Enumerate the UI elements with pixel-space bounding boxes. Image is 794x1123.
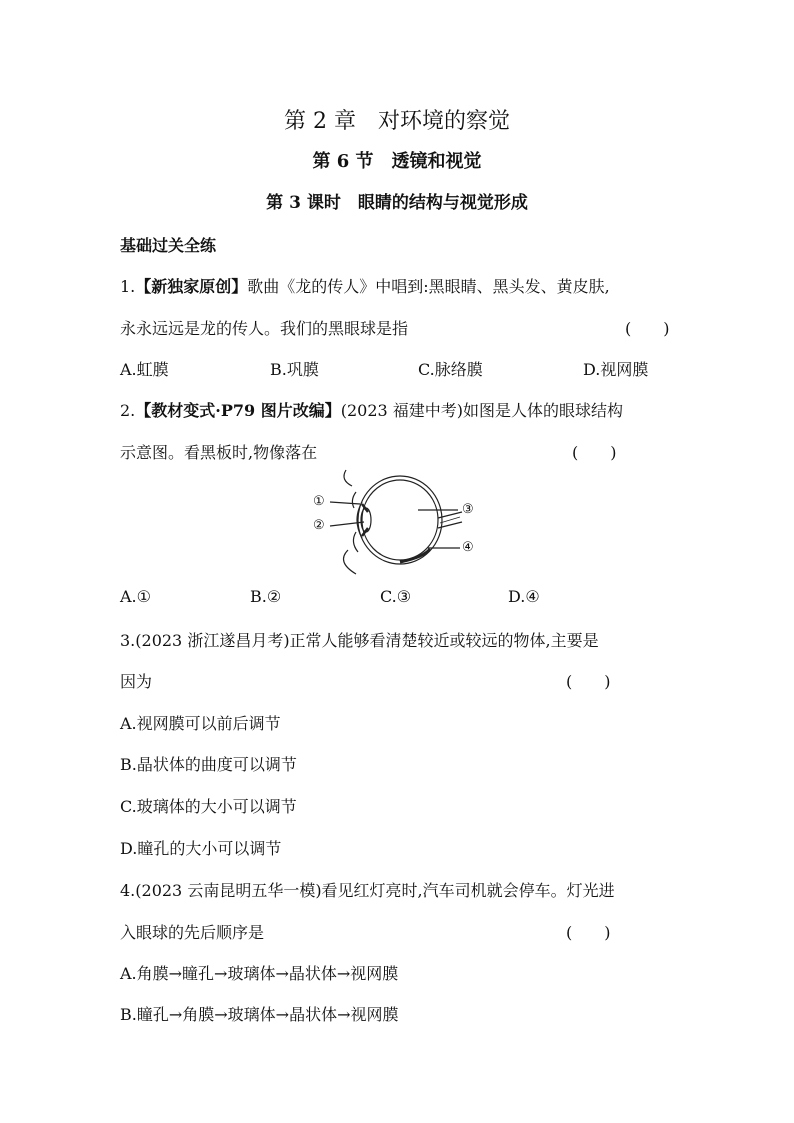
option-d: D.瞳孔的大小可以调节	[120, 839, 282, 858]
lower-eyelid	[344, 550, 357, 574]
question-number: 2.	[120, 401, 136, 420]
option-d: D.④	[508, 587, 540, 606]
option-b: B.晶状体的曲度可以调节	[120, 755, 297, 774]
option-c: C.③	[380, 587, 412, 606]
eyeball-diagram-svg	[300, 462, 500, 582]
option-c: C.脉络膜	[418, 360, 483, 379]
option-d: D.视网膜	[583, 360, 649, 379]
question-1-line-1	[120, 274, 610, 297]
option-a: A.角膜→瞳孔→玻璃体→晶状体→视网膜	[120, 964, 399, 983]
section-title: 第 6 节 透镜和视觉	[312, 151, 482, 172]
question-text: (2023 云南昆明五华一模)看见红灯亮时,汽车司机就会停车。灯光进	[135, 881, 615, 900]
answer-blank: ( )	[572, 443, 617, 462]
chapter-title: 第 2 章 对环境的察觉	[284, 109, 510, 134]
question-text: (2023 福建中考)如图是人体的眼球结构	[340, 401, 624, 420]
question-4-line-2: 入眼球的先后顺序是	[120, 923, 265, 942]
option-b: B.②	[250, 587, 282, 606]
question-1-line-2: 永永远远是龙的传人。我们的黑眼球是指	[120, 319, 409, 338]
option-a: A.视网膜可以前后调节	[120, 714, 281, 733]
answer-blank: ( )	[566, 923, 611, 942]
question-3-line-2: 因为	[120, 672, 153, 691]
question-text: (2023 浙江遂昌月考)正常人能够看清楚较近或较远的物体,主要是	[135, 631, 599, 650]
question-text: 歌曲《龙的传人》中唱到:黑眼睛、黑头发、黄皮肤,	[247, 277, 610, 296]
option-a: A.①	[120, 587, 151, 606]
label-1: ①	[313, 494, 325, 509]
question-tag: 【新独家原创】	[135, 277, 248, 296]
upper-eyelid	[344, 470, 352, 486]
option-c: C.玻璃体的大小可以调节	[120, 797, 297, 816]
question-3-line-1	[120, 628, 599, 651]
option-a: A.虹膜	[120, 360, 169, 379]
question-number: 4.	[120, 881, 136, 900]
eyeball-diagram	[300, 462, 500, 582]
answer-blank: ( )	[566, 672, 611, 691]
practice-heading: 基础过关全练	[120, 236, 217, 255]
lesson-title: 第 3 课时 眼睛的结构与视觉形成	[266, 193, 528, 213]
answer-blank: ( )	[625, 319, 670, 338]
option-b: B.瞳孔→角膜→玻璃体→晶状体→视网膜	[120, 1005, 399, 1024]
label-2: ②	[313, 518, 325, 533]
question-number: 3.	[120, 631, 136, 650]
question-2-line-1	[120, 398, 623, 421]
question-4-line-1	[120, 878, 615, 901]
question-tag: 【教材变式·P79 图片改编】	[135, 401, 341, 420]
option-b: B.巩膜	[270, 360, 319, 379]
question-number: 1.	[120, 277, 136, 296]
choroid-layer	[362, 480, 438, 560]
question-2-line-2: 示意图。看黑板时,物像落在	[120, 443, 318, 462]
label-3: ③	[462, 502, 474, 517]
label-4: ④	[462, 540, 474, 555]
